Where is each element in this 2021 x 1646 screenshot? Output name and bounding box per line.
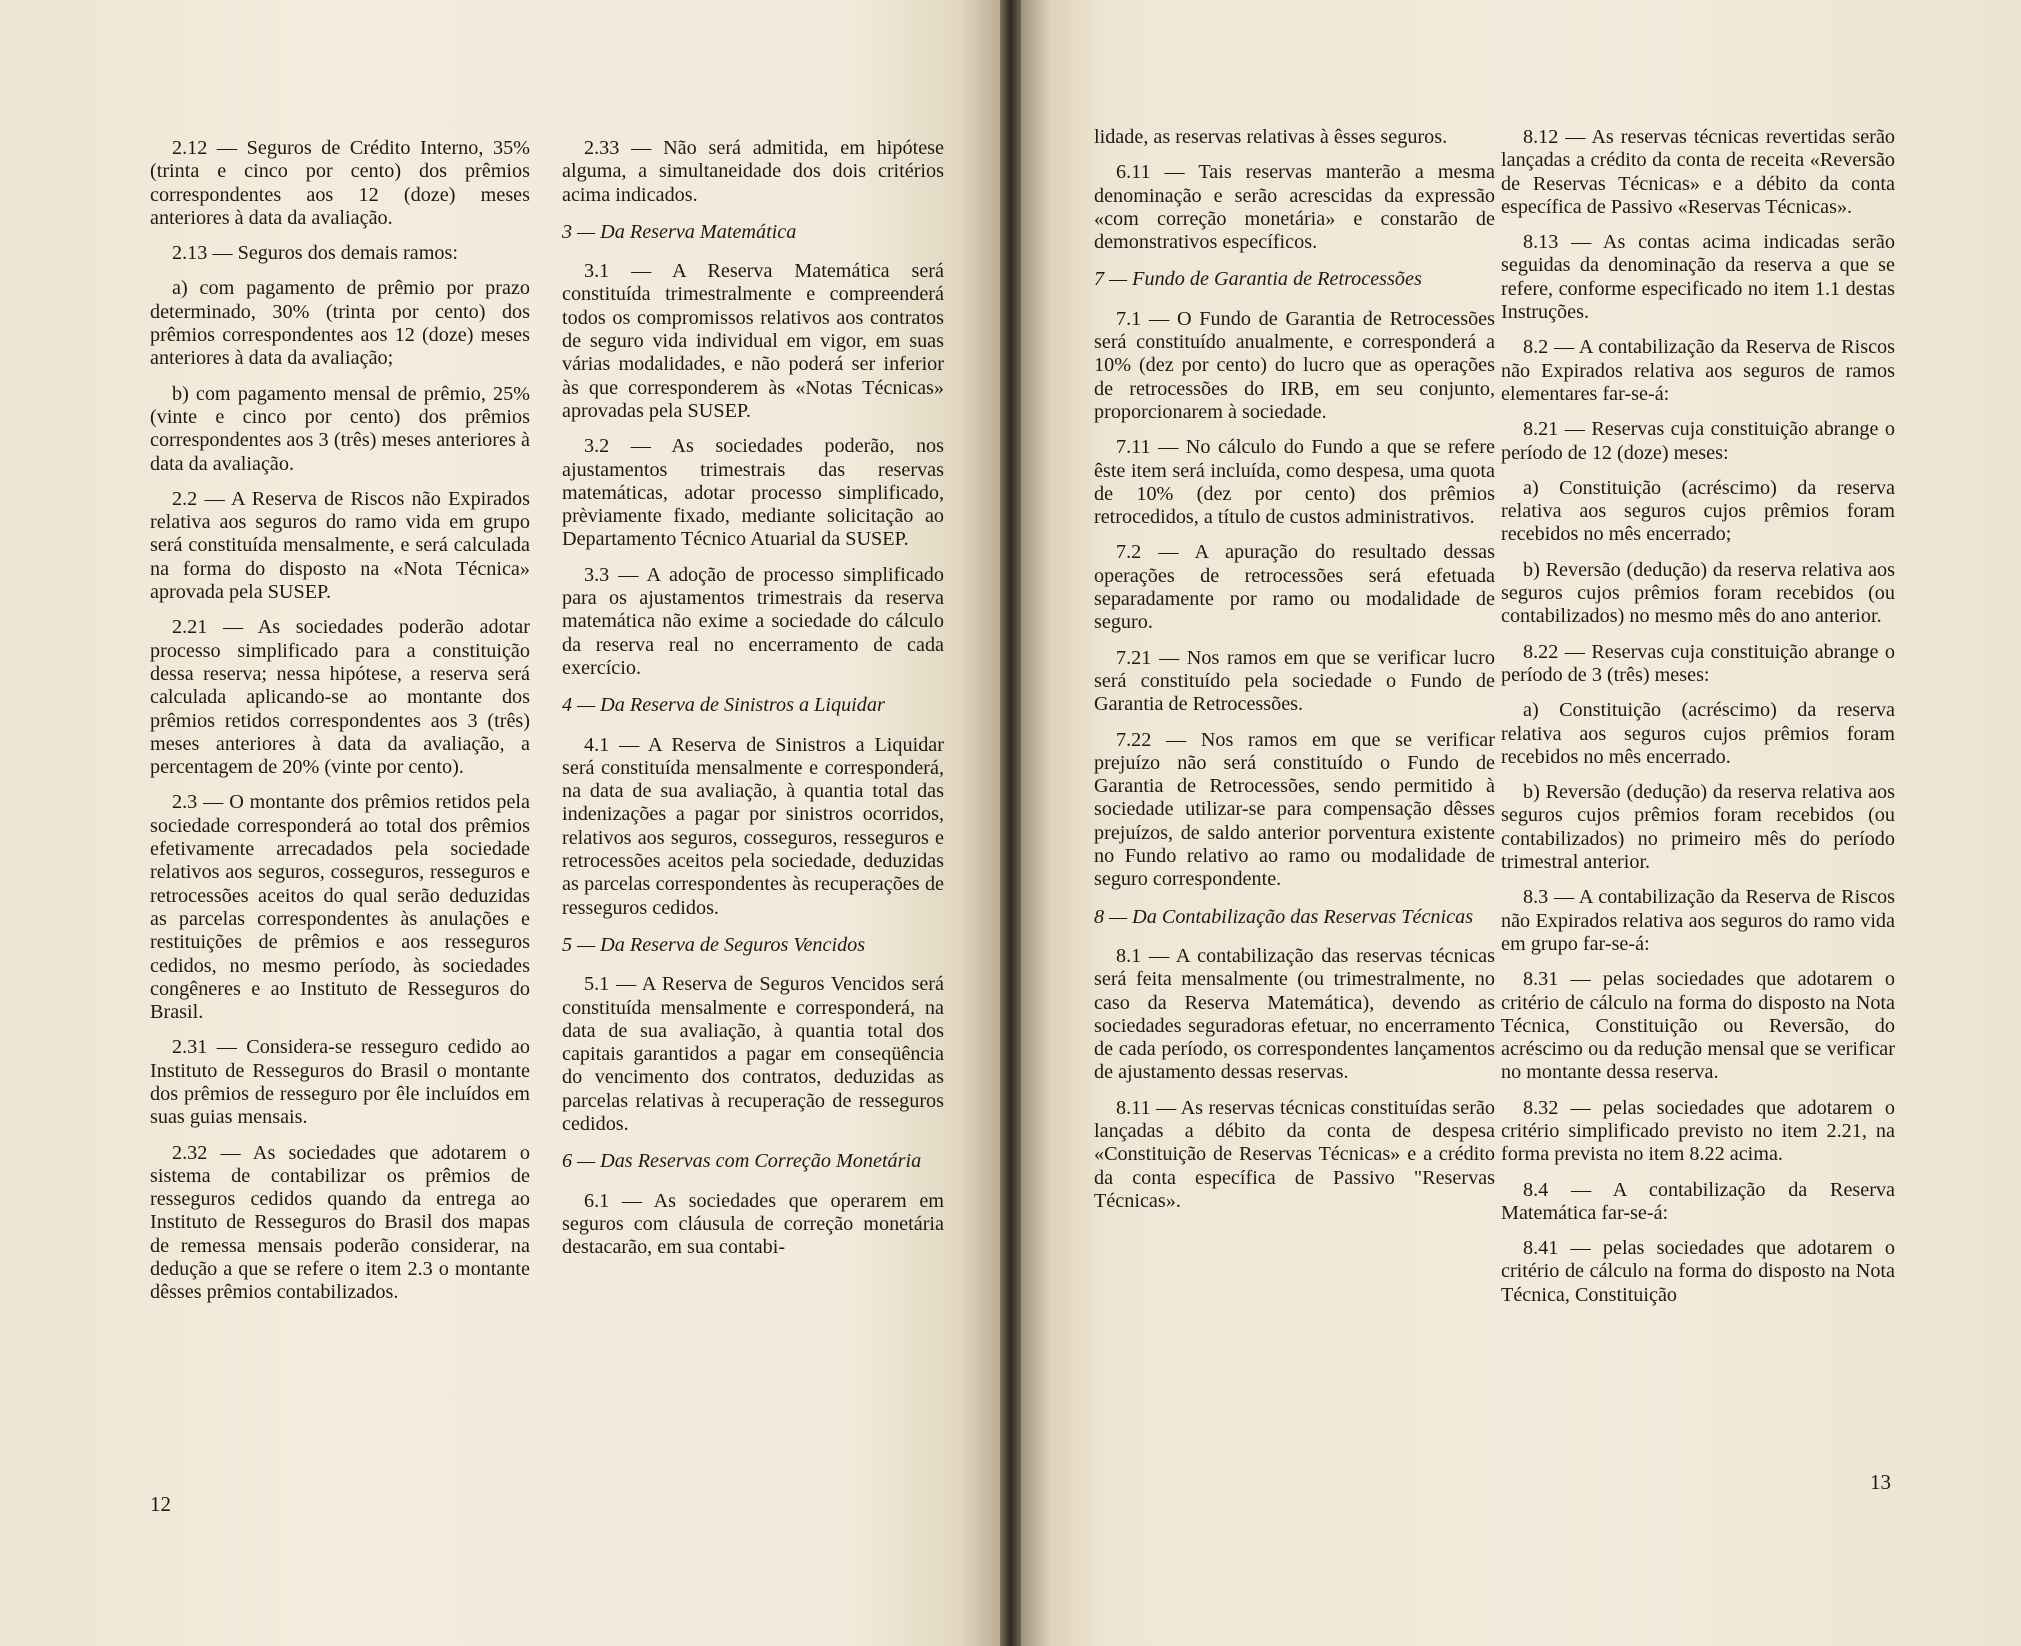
paragraph: 8.13 — As contas acima indicadas serão seguidas da denominação da reserva a que se refere, conforme especificado no item 1.1 destas Instruções. bbox=[1501, 231, 1895, 324]
paragraph: 6.1 — As sociedades que operarem em seguros com cláusula de correção monetária destacarão, em sua contabi- bbox=[562, 1189, 944, 1259]
section-heading: 8 — Da Contabilização das Reservas Técnicas bbox=[1094, 905, 1474, 928]
section-heading: 5 — Da Reserva de Seguros Vencidos bbox=[562, 933, 866, 956]
section-heading: 3 — Da Reserva Matemática bbox=[562, 220, 797, 243]
paragraph: 8.4 — A contabilização da Reserva Matemática far-se-á: bbox=[1501, 1178, 1895, 1224]
paragraph: 6.11 — Tais reservas manterão a mesma denominação e serão acrescidas da expressão «com correção monetária» e constarão de demonstrativos específicos. bbox=[1094, 161, 1495, 254]
paragraph: 2.13 — Seguros dos demais ramos: bbox=[172, 242, 458, 265]
paragraph: 8.1 — A contabilização das reservas técnicas será feita mensalmente (ou trimestralmente, no caso da Reserva Matemática), devendo as sociedades seguradoras efetuar, no encerramento de cada período, os correspondentes lançamentos de ajustamento dessas reservas. bbox=[1094, 944, 1495, 1084]
paragraph: 8.3 — A contabilização da Reserva de Riscos não Expirados relativa aos seguros do ramo vida em grupo far-se-á: bbox=[1501, 886, 1895, 955]
page-number-right: 13 bbox=[1870, 1470, 1891, 1494]
paragraph: 7.2 — A apuração do resultado dessas operações de retrocessões será efetuada separadamente por ramo ou modalidade de seguro. bbox=[1094, 541, 1495, 634]
paragraph: 3.3 — A adoção de processo simplificado para os ajustamentos trimestrais da reserva matemática não exime a sociedade do cálculo da reserva real no encerramento de cada exercício. bbox=[562, 563, 944, 679]
paragraph: 8.2 — A contabilização da Reserva de Riscos não Expirados relativa aos seguros de ramos elementares far-se-á: bbox=[1501, 336, 1895, 405]
paragraph: 7.22 — Nos ramos em que se verificar prejuízo não será constituído o Fundo de Garantia de Retrocessões, sendo permitido à sociedade utilizar-se para compensação dêsses prejuízos, de saldo anterior porventura existente no Fundo relativo ao ramo ou modalidade de seguro correspondente. bbox=[1094, 728, 1495, 891]
paragraph: 2.32 — As sociedades que adotarem o sistema de contabilizar os prêmios de resseguros cedidos quando da entrega ao Instituto de Resseguros do Brasil dos mapas de remessa mensais poderão considerar, na dedução a que se refere o item 2.3 o montante dêsses prêmios contabilizados. bbox=[150, 1141, 530, 1304]
paragraph: 8.11 — As reservas técnicas constituídas serão lançadas a débito da conta de despesa «Constituição de Reservas Técnicas» e a crédito da conta específica de Passivo "Reservas Técnicas». bbox=[1094, 1096, 1495, 1212]
paragraph: 2.21 — As sociedades poderão adotar processo simplificado para a constituição dessa reserva; nessa hipótese, a reserva será calculada aplicando-se ao montante dos prêmios retidos correspondentes aos 3 (três) meses anteriores à data da avaliação, a percentagem de 20% (vinte por cento). bbox=[150, 616, 530, 779]
paragraph: 8.12 — As reservas técnicas revertidas serão lançadas a crédito da conta de receita «Reversão de Reservas Técnicas» e a débito da conta específica de Passivo «Reservas Técnicas». bbox=[1501, 126, 1895, 218]
book-gutter bbox=[1000, 0, 1021, 1646]
paragraph: 2.33 — Não será admitida, em hipótese alguma, a simultaneidade dos dois critérios acima indicados. bbox=[562, 137, 944, 206]
paragraph: b) Reversão (dedução) da reserva relativa aos seguros cujos prêmios foram recebidos (ou contabilizados) no primeiro mês do período trimestral anterior. bbox=[1501, 781, 1895, 874]
paragraph: 7.1 — O Fundo de Garantia de Retrocessões será constituído anualmente, e corresponderá a 10% (dez por cento) do lucro que as operações de retrocessões do IRB, em seu conjunto, proporcionarem à sociedade. bbox=[1094, 307, 1495, 423]
right-page bbox=[1021, 0, 2021, 1646]
section-heading: 6 — Das Reservas com Correção Monetária bbox=[562, 1150, 922, 1173]
paragraph: a) Constituição (acréscimo) da reserva relativa aos seguros cujos prêmios foram recebidos no mês encerrado; bbox=[1501, 476, 1895, 546]
paragraph: 4.1 — A Reserva de Sinistros a Liquidar será constituída mensalmente e corresponderá, na data de sua avaliação, à quantia total das indenizações a pagar por sinistros ocorridos, relativos aos seguros, cosseguros, resseguros e retrocessões aceitos pela sociedade, deduzidas as parcelas correspondentes às recuperações de resseguros cedidos. bbox=[562, 733, 944, 919]
left-page bbox=[0, 0, 1000, 1646]
paragraph: a) com pagamento de prêmio por prazo determinado, 30% (trinta por cento) dos prêmios correspondentes aos 12 (doze) meses anteriores à data da avaliação; bbox=[150, 277, 530, 370]
section-heading: 7 — Fundo de Garantia de Retrocessões bbox=[1094, 268, 1422, 291]
right-page-column-1 bbox=[1094, 126, 1495, 1225]
paragraph: 7.21 — Nos ramos em que se verificar lucro será constituído pela sociedade o Fundo de Garantia de Retrocessões. bbox=[1094, 646, 1495, 716]
paragraph: 8.31 — pelas sociedades que adotarem o critério de cálculo na forma do disposto na Nota Técnica, Constituição ou Reversão, do acréscimo ou da redução mensal que se verificar no montante dessa reserva. bbox=[1501, 968, 1895, 1084]
paragraph: lidade, as reservas relativas à êsses seguros. bbox=[1094, 126, 1448, 148]
paragraph: 7.11 — No cálculo do Fundo a que se refere êste item será incluída, como despesa, uma quota de 10% (dez por cento) dos prêmios retrocedidos, a título de custos administrativos. bbox=[1094, 436, 1495, 529]
paragraph: 5.1 — A Reserva de Seguros Vencidos será constituída mensalmente e corresponderá, na data de sua avaliação, à quantia total dos capitais garantidos a pagar em conseqüência do vencimento dos contratos, deduzidas as parcelas relativas à recuperação de resseguros cedidos. bbox=[562, 973, 944, 1135]
paragraph: 3.1 — A Reserva Matemática será constituída trimestralmente e compreenderá todos os compromissos relativos aos contratos de seguro vida individual em vigor, em suas várias modalidades, e não poderá ser inferior às que corresponderem às «Notas Técnicas» aprovadas pela SUSEP. bbox=[562, 260, 944, 422]
paragraph: 8.32 — pelas sociedades que adotarem o critério simplificado previsto no item 2.21, na forma prevista no item 8.22 acima. bbox=[1501, 1096, 1895, 1166]
paragraph: 2.31 — Considera-se resseguro cedido ao Instituto de Resseguros do Brasil o montante dos prêmios de resseguro por êle incluídos em suas guias mensais. bbox=[150, 1036, 530, 1129]
paragraph: 8.41 — pelas sociedades que adotarem o critério de cálculo na forma do disposto na Nota Técnica, Constituição bbox=[1501, 1237, 1895, 1306]
paragraph: b) com pagamento mensal de prêmio, 25% (vinte e cinco por cento) dos prêmios correspondentes aos 3 (três) meses anteriores à data da avaliação. bbox=[150, 382, 530, 475]
right-page-column-2 bbox=[1501, 126, 1895, 1319]
page-number-left: 12 bbox=[150, 1492, 171, 1516]
left-page-column-2 bbox=[562, 137, 944, 1271]
paragraph: 2.3 — O montante dos prêmios retidos pela sociedade corresponderá ao total dos prêmios efetivamente arrecadados pela sociedade relativos aos seguros, cosseguros, resseguros e retrocessões aceitos do qual serão deduzidas as parcelas correspondentes às anulações e restituições de prêmios e aos resseguros cedidos, no mesmo período, às sociedades congêneres e ao Instituto de Resseguros do Brasil. bbox=[150, 791, 530, 1024]
left-page-column-1 bbox=[150, 137, 530, 1317]
section-heading: 4 — Da Reserva de Sinistros a Liquidar bbox=[562, 694, 885, 717]
paragraph: 2.2 — A Reserva de Riscos não Expirados relativa aos seguros do ramo vida em grupo será constituída mensalmente, e será calculada na forma do disposto na «Nota Técnica» aprovada pela SUSEP. bbox=[150, 487, 530, 604]
paragraph: 8.21 — Reservas cuja constituição abrange o período de 12 (doze) meses: bbox=[1501, 418, 1895, 464]
paragraph: 8.22 — Reservas cuja constituição abrange o período de 3 (três) meses: bbox=[1501, 640, 1895, 686]
paragraph: b) Reversão (dedução) da reserva relativa aos seguros cujos prêmios foram recebidos (ou contabilizados) no mesmo mês do ano anterior. bbox=[1501, 558, 1895, 628]
paragraph: 3.2 — As sociedades poderão, nos ajustamentos trimestrais das reservas matemáticas, adotar processo simplificado, prèviamente fixado, mediante solicitação ao Departamento Técnico Atuarial da SUSEP. bbox=[562, 435, 944, 551]
paragraph: 2.12 — Seguros de Crédito Interno, 35% (trinta e cinco por cento) dos prêmios correspondentes aos 12 (doze) meses anteriores à data da avaliação. bbox=[150, 137, 530, 229]
paragraph: a) Constituição (acréscimo) da reserva relativa aos seguros cujos prêmios foram recebidos no mês encerrado. bbox=[1501, 699, 1895, 768]
